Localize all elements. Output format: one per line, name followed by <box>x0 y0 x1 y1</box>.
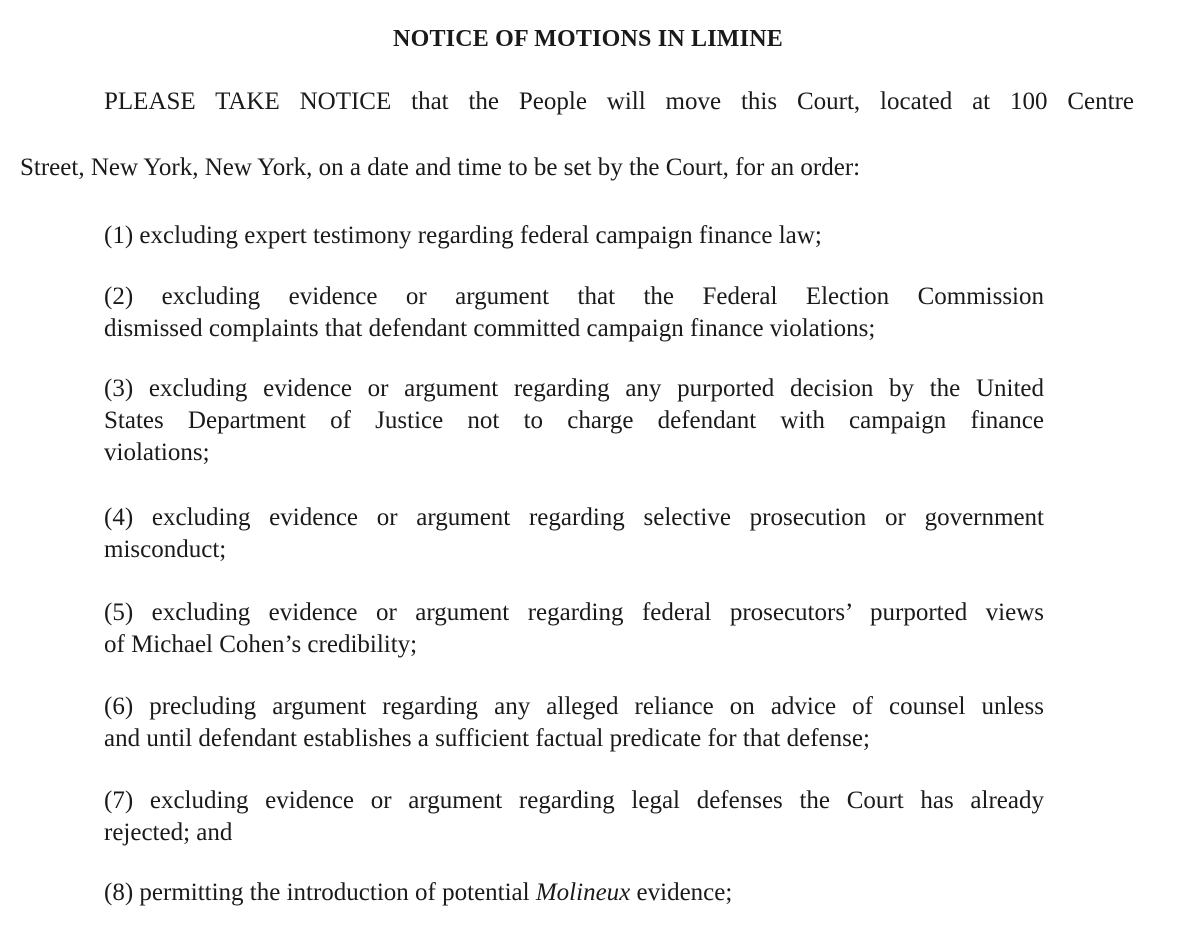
molineux-italic-text: Molineux <box>535 879 631 906</box>
intro-paragraph-line-1: PLEASE TAKE NOTICE that the People will move this Court, located at 100 Centre <box>104 88 1134 115</box>
motion-item-line: States Department of Justice not to charge defendant with campaign finance <box>104 407 1044 434</box>
motion-item-text: evidence; <box>630 879 733 906</box>
motion-item-3 <box>104 373 1044 469</box>
motion-item-4 <box>104 502 1044 566</box>
motion-item-line: (4) excluding evidence or argument regarding selective prosecution or government <box>104 504 1044 531</box>
motion-item-7 <box>104 785 1044 849</box>
motion-item-line: rejected; and <box>104 819 233 846</box>
motion-item-line <box>104 877 1044 909</box>
motion-item-line: (5) excluding evidence or argument regarding federal prosecutors’ purported views <box>104 599 1044 626</box>
motion-item-line: violations; <box>104 439 210 466</box>
motion-item-text: (8) permitting the introduction of potential <box>104 879 536 906</box>
motion-item-line: (3) excluding evidence or argument regarding any purported decision by the United <box>104 375 1044 402</box>
motion-item-2 <box>104 281 1044 345</box>
motion-item-line: of Michael Cohen’s credibility; <box>104 631 418 658</box>
motion-item-1 <box>104 220 1044 252</box>
intro-paragraph-line-2: Street, New York, New York, on a date and time to be set by the Court, for an order: <box>20 154 861 181</box>
motion-item-line: (1) excluding expert testimony regarding federal campaign finance law; <box>104 222 822 249</box>
motion-item-8 <box>104 877 1044 909</box>
motion-item-6 <box>104 691 1044 755</box>
motion-item-line: (7) excluding evidence or argument regarding legal defenses the Court has already <box>104 787 1044 814</box>
motion-item-line: misconduct; <box>104 536 227 563</box>
document-title: NOTICE OF MOTIONS IN LIMINE <box>393 26 783 52</box>
motion-item-5 <box>104 597 1044 661</box>
motion-item-line: and until defendant establishes a sufficient factual predicate for that defense; <box>104 725 870 752</box>
motion-item-line: (2) excluding evidence or argument that the Federal Election Commission <box>104 283 1044 310</box>
motion-item-line: dismissed complaints that defendant committed campaign finance violations; <box>104 315 876 342</box>
motion-item-line: (6) precluding argument regarding any alleged reliance on advice of counsel unless <box>104 693 1044 720</box>
